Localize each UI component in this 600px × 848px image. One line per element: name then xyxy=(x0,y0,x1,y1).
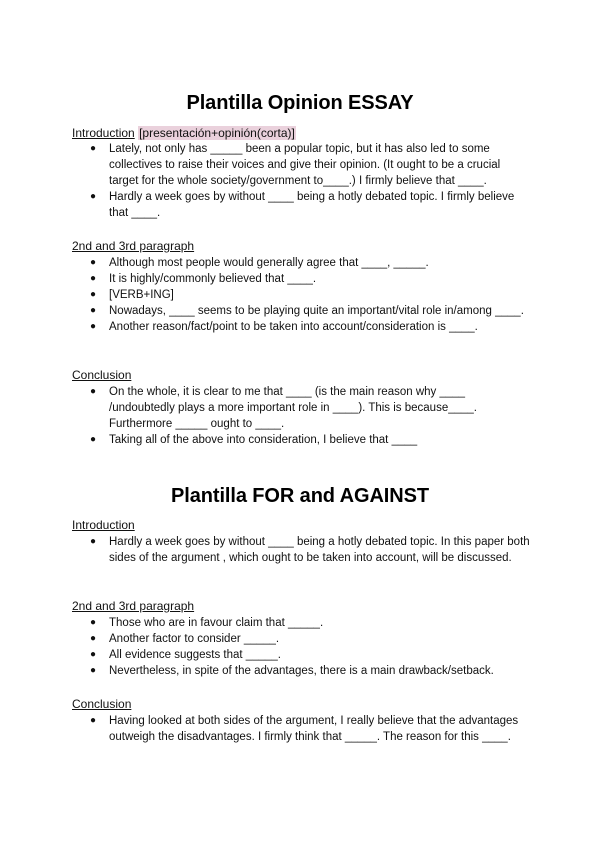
fa-conclusion-list xyxy=(72,713,532,745)
essay-body-heading xyxy=(72,238,194,254)
bullet-icon: ● xyxy=(90,305,97,316)
list-item-text: Nowadays, ____ seems to be playing quite an important/vital role in/among ____. xyxy=(109,305,524,317)
list-item-text: [VERB+ING] xyxy=(109,289,174,301)
fa-introduction-label: Introduction xyxy=(72,518,135,532)
list-item-text: Another factor to consider _____. xyxy=(109,633,280,645)
bullet-icon: ● xyxy=(90,434,97,445)
bullet-icon: ● xyxy=(90,321,97,332)
list-item xyxy=(72,713,532,745)
fa-body-heading xyxy=(72,598,194,614)
bullet-icon: ● xyxy=(90,633,97,644)
bullet-icon: ● xyxy=(90,715,97,726)
fa-body-label: 2nd and 3rd paragraph xyxy=(72,599,195,613)
essay-conclusion-heading xyxy=(72,367,131,383)
list-item xyxy=(72,303,532,319)
list-item-text: It is highly/commonly believed that ____. xyxy=(109,273,317,285)
bullet-icon: ● xyxy=(90,665,97,676)
list-item xyxy=(72,534,532,566)
list-item xyxy=(72,255,532,271)
list-item-text: Although most people would generally agree that ____, _____. xyxy=(109,257,429,269)
bullet-icon: ● xyxy=(90,273,97,284)
bullet-icon: ● xyxy=(90,649,97,660)
list-item xyxy=(72,189,532,221)
essay-conclusion-label: Conclusion xyxy=(72,368,132,382)
list-item xyxy=(72,271,532,287)
fa-conclusion-heading xyxy=(72,696,131,712)
essay-introduction-heading xyxy=(72,125,296,141)
list-item xyxy=(72,615,532,631)
list-item xyxy=(72,319,532,335)
bullet-icon: ● xyxy=(90,536,97,547)
essay-introduction-note: [presentación+opinión(corta)] xyxy=(139,126,295,140)
essay-introduction-list xyxy=(72,141,532,221)
fa-body-list xyxy=(72,615,532,679)
list-item xyxy=(72,647,532,663)
list-item-text: Having looked at both sides of the argument, I really believe that the advantages outweigh the disadvantages. I firmly think that _____. The reason for this ____. xyxy=(109,715,519,743)
bullet-icon: ● xyxy=(90,617,97,628)
fa-introduction-list xyxy=(72,534,532,566)
list-item-text: All evidence suggests that _____. xyxy=(109,649,281,661)
list-item-text: Hardly a week goes by without ____ being a hotly debated topic. In this paper both sides of the argument , which ought to be taken into account, will be discussed. xyxy=(109,536,530,564)
list-item-text: Those who are in favour claim that _____. xyxy=(109,617,324,629)
bullet-icon: ● xyxy=(90,289,97,300)
list-item-text: Lately, not only has _____ been a popular topic, but it has also led to some collectives to raise their voices and give their opinion. (It ought to be a crucial target for the whole society/government to____.) I firmly believe that ____. xyxy=(109,143,501,187)
list-item xyxy=(72,141,532,189)
bullet-icon: ● xyxy=(90,257,97,268)
list-item-text: Nevertheless, in spite of the advantages, there is a main drawback/setback. xyxy=(109,665,494,677)
bullet-icon: ● xyxy=(90,386,97,397)
fa-introduction-heading xyxy=(72,517,135,533)
bullet-icon: ● xyxy=(90,191,97,202)
list-item xyxy=(72,631,532,647)
list-item xyxy=(72,432,532,448)
list-item-text: On the whole, it is clear to me that ____ (is the main reason why ____ /undoubtedly plays a more important role in ____). This is because____. Furthermore _____ ought to ____. xyxy=(109,386,478,430)
essay-body-list xyxy=(72,255,532,335)
for-against-title: Plantilla FOR and AGAINST xyxy=(171,485,429,507)
list-item xyxy=(72,287,532,303)
essay-conclusion-list xyxy=(72,384,532,448)
list-item-text: Taking all of the above into consideration, I believe that ____ xyxy=(109,434,418,446)
list-item-text: Hardly a week goes by without ____ being a hotly debated topic. I firmly believe that ____. xyxy=(109,191,515,219)
list-item xyxy=(72,384,532,432)
essay-introduction-label: Introduction xyxy=(72,126,135,140)
list-item xyxy=(72,663,532,679)
list-item-text: Another reason/fact/point to be taken into account/consideration is ____. xyxy=(109,321,478,333)
bullet-icon: ● xyxy=(90,143,97,154)
essay-title: Plantilla Opinion ESSAY xyxy=(186,92,414,114)
fa-conclusion-label: Conclusion xyxy=(72,697,132,711)
essay-body-label: 2nd and 3rd paragraph xyxy=(72,239,195,253)
